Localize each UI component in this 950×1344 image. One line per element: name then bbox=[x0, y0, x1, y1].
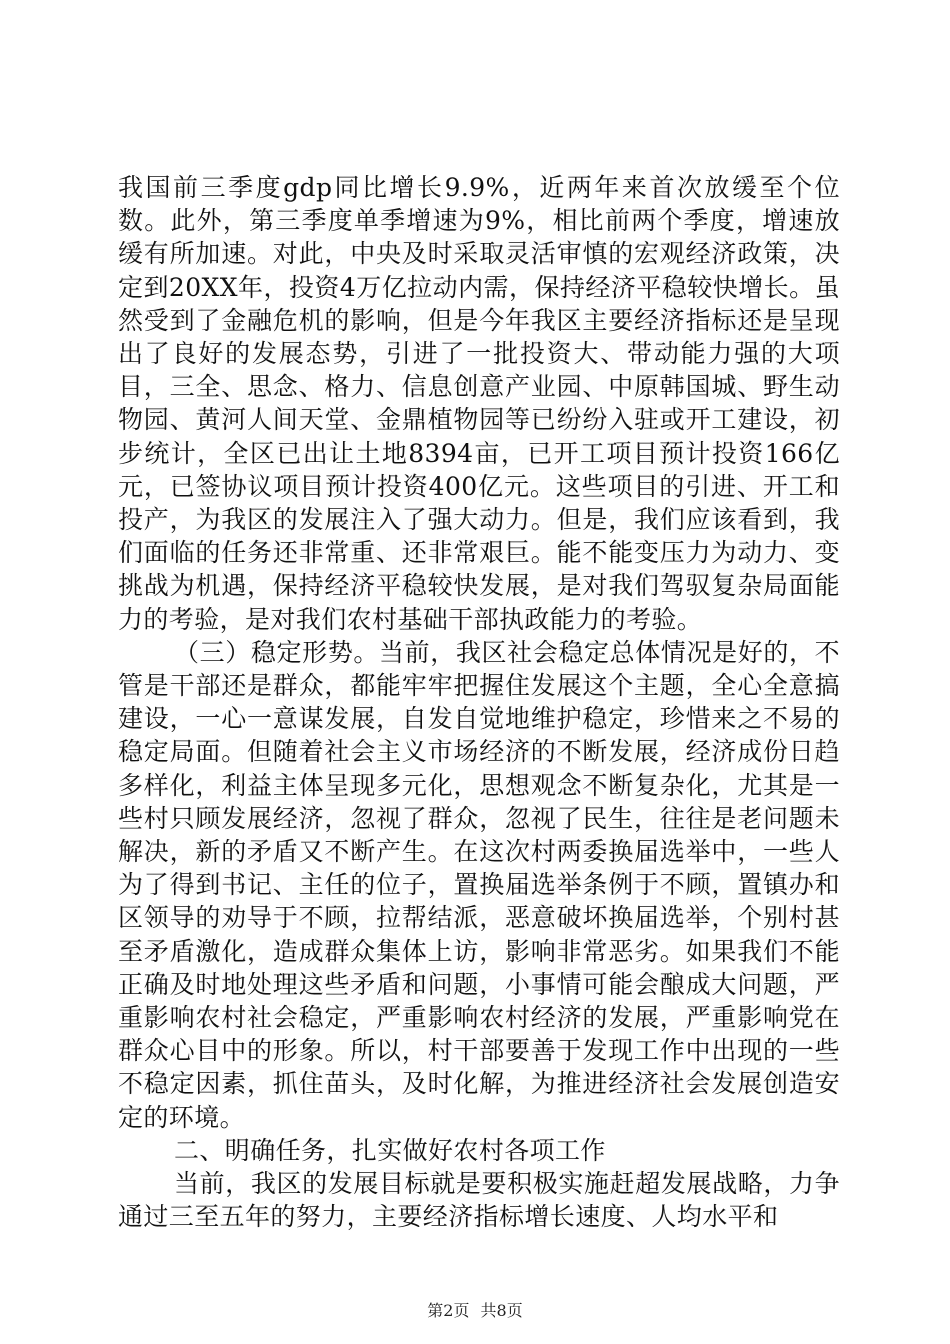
page-total: 共8页 bbox=[480, 1301, 523, 1320]
document-body bbox=[118, 171, 840, 1234]
paragraph-tasks: 当前，我区的发展目标就是要积极实施赶超发展战略，力争通过三至五年的努力，主要经济指标增长速度、人均水平和 bbox=[118, 1169, 840, 1232]
page-number: 第2页 bbox=[427, 1301, 470, 1320]
page-footer bbox=[0, 1301, 950, 1321]
paragraph-economy: 我国前三季度gdp同比增长9.9%，近两年来首次放缓至个位数。此外，第三季度单季增速为9%，相比前两个季度，增速放缓有所加速。对此，中央及时采取灵活审慎的宏观经济政策，决定到20XX年，投资4万亿拉动内需，保持经济平稳较快增长。虽然受到了金融危机的影响，但是今年我区主要经济指标还是呈现出了良好的发展态势，引进了一批投资大、带动能力强的大项目，三全、思念、格力、信息创意产业园、中原韩国城、野生动物园、黄河人间天堂、金鼎植物园等已纷纷入驻或开工建设，初步统计，全区已出让土地8394亩，已开工项目预计投资166亿元，已签协议项目预计投资400亿元。这些项目的引进、开工和投产，为我区的发展注入了强大动力。但是，我们应该看到，我们面临的任务还非常重、还非常艰巨。能不能变压力为动力、变挑战为机遇，保持经济平稳较快发展，是对我们驾驭复杂局面能力的考验，是对我们农村基础干部执政能力的考验。 bbox=[118, 173, 840, 634]
paragraph-stability: （三）稳定形势。当前，我区社会稳定总体情况是好的，不管是干部还是群众，都能牢牢把握住发展这个主题，全心全意搞建设，一心一意谋发展，自发自觉地维护稳定，珍惜来之不易的稳定局面。但随着社会主义市场经济的不断发展，经济成份日趋多样化，利益主体呈现多元化，思想观念不断复杂化，尤其是一些村只顾发展经济，忽视了群众，忽视了民生，往往是老问题未解决，新的矛盾又不断产生。在这次村两委换届选举中，一些人为了得到书记、主任的位子，置换届选举条例于不顾，置镇办和区领导的劝导于不顾，拉帮结派，恶意破坏换届选举，个别村甚至矛盾激化，造成群众集体上访，影响非常恶劣。如果我们不能正确及时地处理这些矛盾和问题，小事情可能会酿成大问题，严重影响农村社会稳定，严重影响农村经济的发展，严重影响党在群众心目中的形象。所以，村干部要善于发现工作中出现的一些不稳定因素，抓住苗头，及时化解，为推进经济社会发展创造安定的环境。 bbox=[118, 637, 840, 1132]
section-heading: 二、明确任务，扎实做好农村各项工作 bbox=[174, 1135, 606, 1165]
